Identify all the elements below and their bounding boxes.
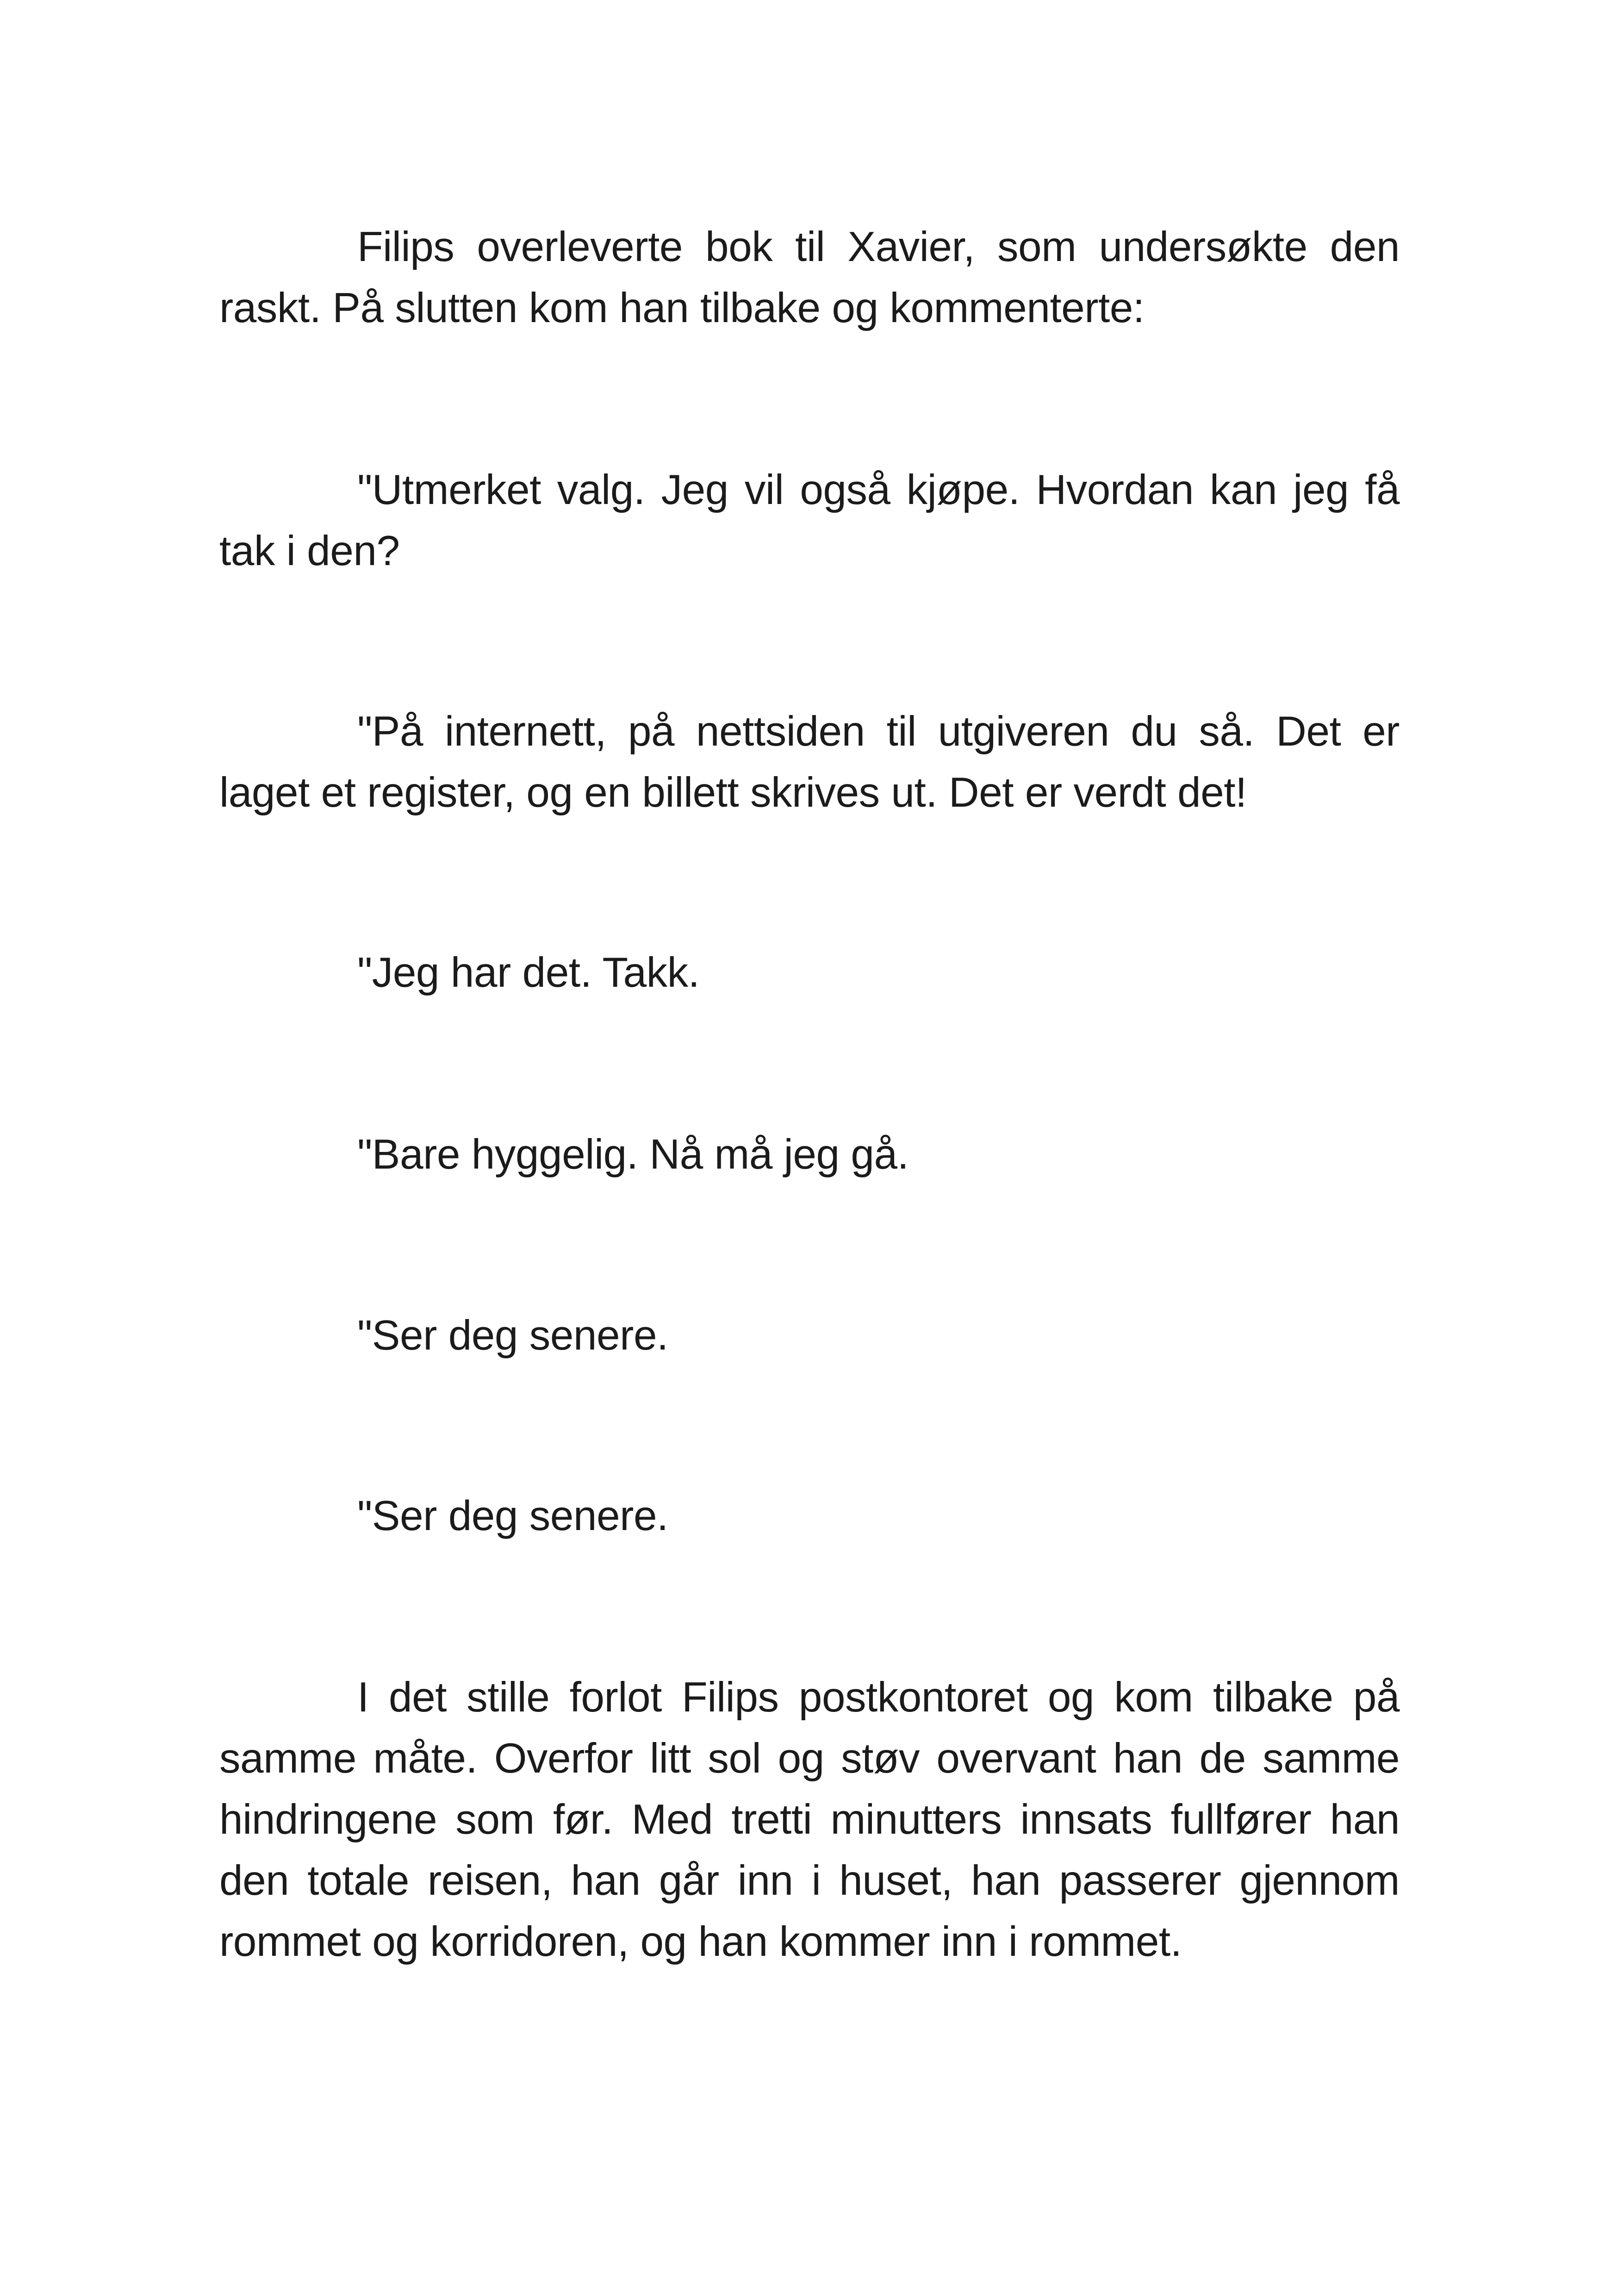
- paragraph-6: "Ser deg senere.: [357, 1312, 668, 1359]
- paragraph-4: "Jeg har det. Takk.: [357, 949, 700, 996]
- paragraph-1: Filips overleverte bok til Xavier, som undersøkte den raskt. På slutten kom han tilbake og kommenterte:: [219, 224, 1400, 331]
- paragraph-7: "Ser deg senere.: [357, 1493, 668, 1539]
- paragraph-2: "Utmerket valg. Jeg vil også kjøpe. Hvordan kan jeg få tak i den?: [219, 467, 1400, 574]
- paragraph-5: "Bare hyggelig. Nå må jeg gå.: [357, 1131, 909, 1178]
- paragraph-3: "På internett, på nettsiden til utgiveren du så. Det er laget et register, og en billett skrives ut. Det er verdt det!: [219, 708, 1400, 816]
- paragraph-8: I det stille forlot Filips postkontoret og kom tilbake på samme måte. Overfor litt sol og støv overvant han de samme hindringene som før. Med tretti minutters innsats fullfører han den totale reisen, han går inn i huset, han passerer gjennom rommet og korridoren, og han kommer inn i rommet.: [219, 1674, 1400, 1965]
